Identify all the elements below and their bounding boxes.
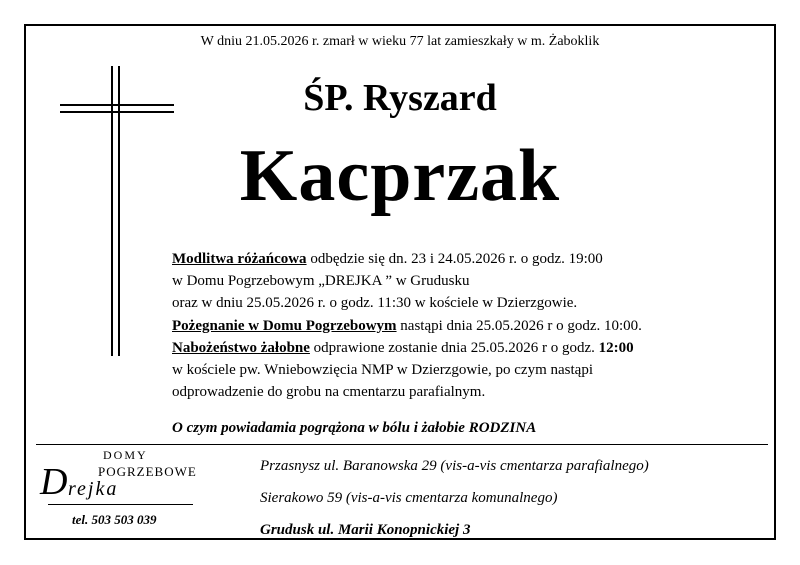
address-grudusk: Grudusk ul. Marii Konopnickiej 3 bbox=[260, 522, 471, 538]
family-closing: O czym powiadamia pogrążona w bólu i żałobie RODZINA bbox=[172, 420, 537, 436]
logo-rule bbox=[48, 504, 193, 505]
rosary-second: oraz w dniu 25.05.2026 r. o godz. 11:30 w kościele w Dzierzgowie. bbox=[172, 295, 578, 312]
mass-label: Nabożeństwo żałobne bbox=[172, 339, 310, 356]
ceremony-details bbox=[172, 248, 752, 403]
deceased-surname: Kacprzak bbox=[239, 135, 561, 217]
address-przasnysz: Przasnysz ul. Baranowska 29 (vis-a-vis cmentarza parafialnego) bbox=[260, 458, 649, 474]
farewell-label: Pożegnanie w Domu Pogrzebowym bbox=[172, 317, 397, 334]
mass-text: odprawione zostanie dnia 25.05.2026 r o godz. bbox=[309, 339, 599, 356]
rosary-line bbox=[172, 248, 752, 270]
mass-line bbox=[172, 337, 752, 359]
logo-brand-name: rejka bbox=[68, 478, 119, 500]
divider bbox=[36, 444, 768, 445]
address-sierakowo: Sierakowo 59 (vis-a-vis cmentarza komunalnego) bbox=[260, 490, 558, 506]
address-list bbox=[260, 450, 649, 546]
logo-monogram: D bbox=[40, 461, 68, 503]
mass-time: 12:00 bbox=[598, 339, 634, 356]
funeral-home-logo bbox=[38, 448, 218, 528]
rosary-text: odbędzie się dn. 23 i 24.05.2026 r. o godz. 19:00 bbox=[306, 251, 603, 267]
rosary-label: Modlitwa różańcowa bbox=[172, 251, 307, 267]
rosary-place: w Domu Pogrzebowym „DREJKA ” w Grudusku bbox=[172, 273, 470, 290]
farewell-text: nastąpi dnia 25.05.2026 r o godz. 10:00. bbox=[396, 317, 642, 334]
farewell-line bbox=[172, 315, 752, 337]
logo-line-domy: DOMY bbox=[103, 448, 148, 462]
death-notice-line: W dniu 21.05.2026 r. zmarł w wieku 77 lat zamieszkały w m. Żaboklik bbox=[200, 34, 600, 49]
mass-place: w kościele pw. Wniebowzięcia NMP w Dzierzgowie, po czym nastąpi bbox=[172, 362, 593, 379]
deceased-first-name: ŚP. Ryszard bbox=[303, 77, 497, 119]
phone-number: tel. 503 503 039 bbox=[72, 512, 157, 527]
logo-line-pogrzebowe: POGRZEBOWE bbox=[98, 464, 197, 479]
burial-line: odprowadzenie do grobu na cmentarzu parafialnym. bbox=[172, 384, 486, 401]
